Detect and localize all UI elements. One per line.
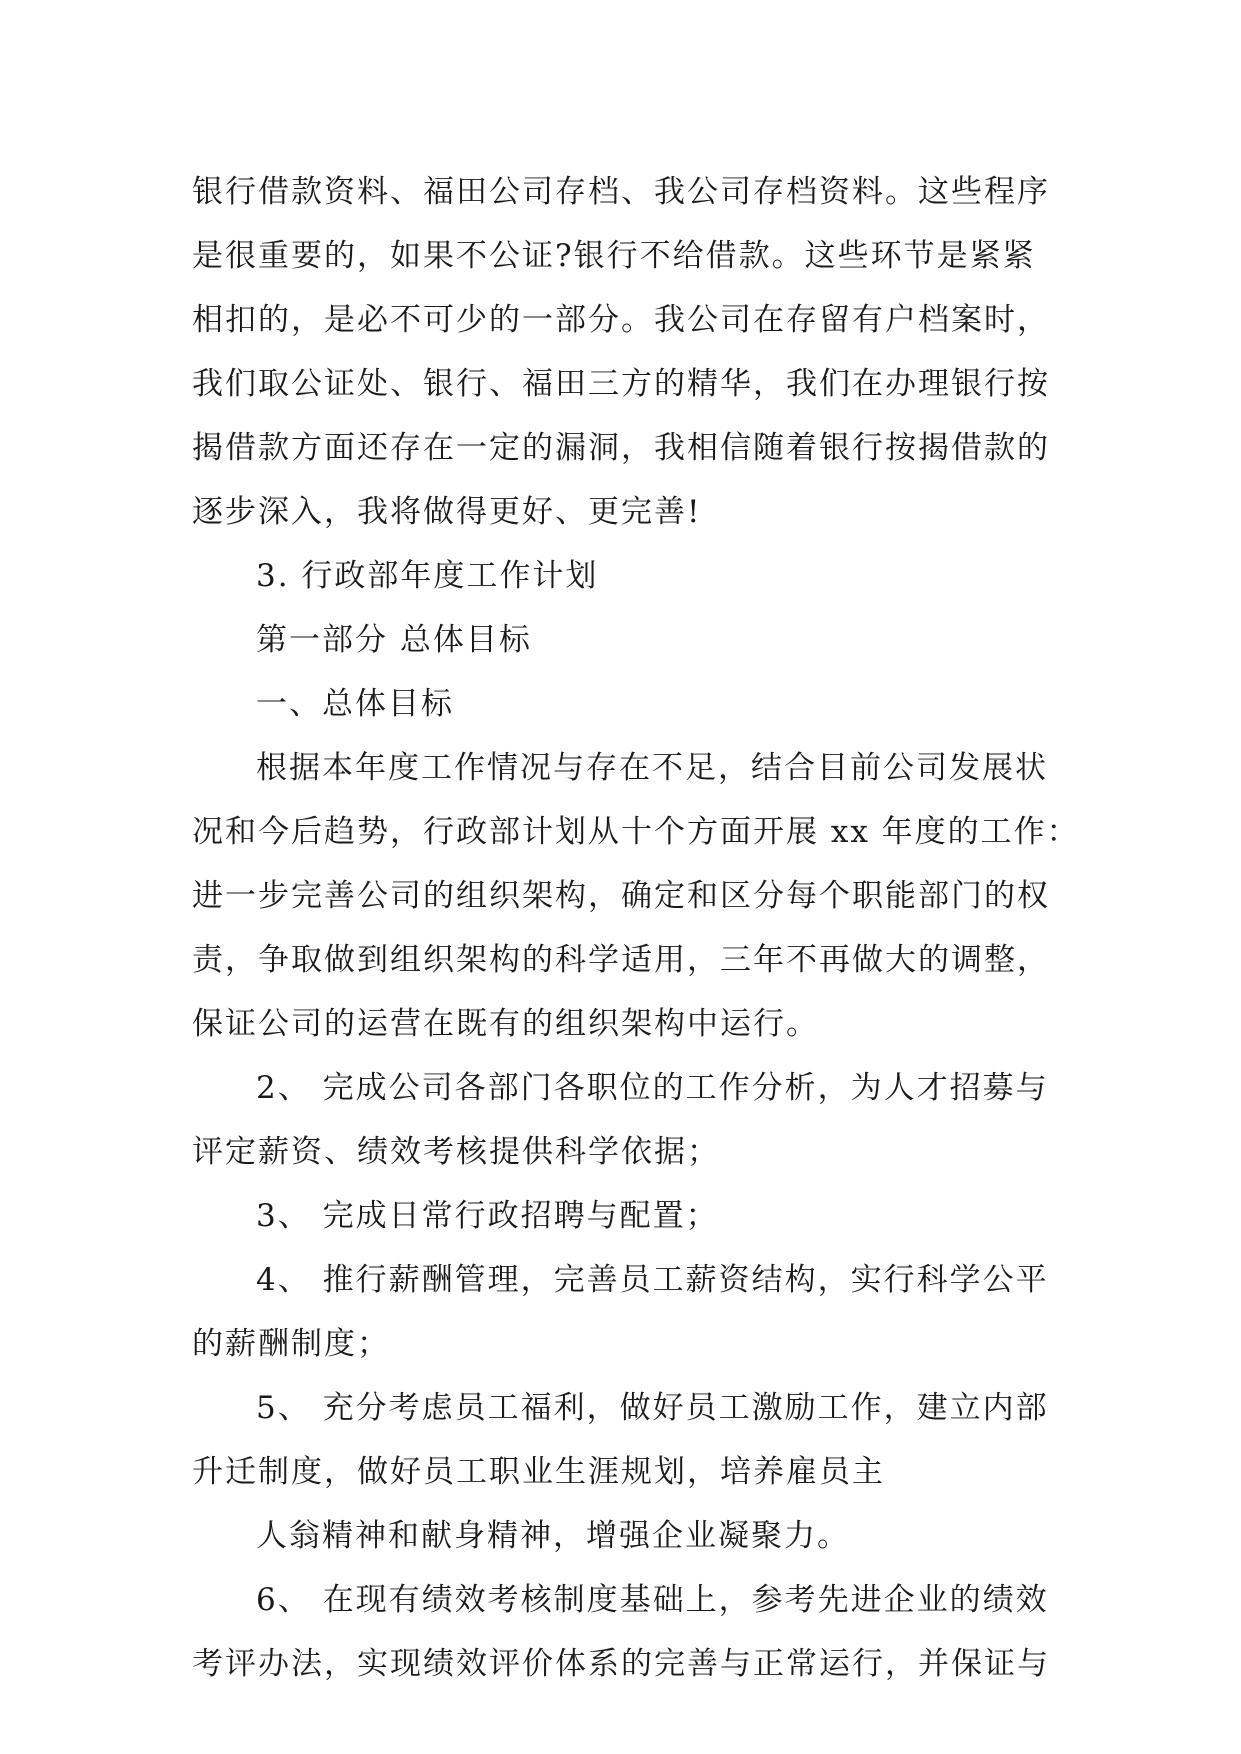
paragraph-line: 我们取公证处、银行、福田三方的精华，我们在办理银行按 xyxy=(192,366,1050,402)
paragraph-line: 逐步深入，我将做得更好、更完善! xyxy=(192,494,702,530)
list-item-4: 4、 推行薪酬管理，完善员工薪资结构，实行科学公平 xyxy=(256,1262,1049,1298)
paragraph-line: 保证公司的运营在既有的组织架构中运行。 xyxy=(192,1006,819,1042)
list-item-5: 5、 充分考虑员工福利，做好员工激励工作，建立内部 xyxy=(256,1390,1049,1426)
paragraph-line: 揭借款方面还存在一定的漏洞，我相信随着银行按揭借款的 xyxy=(192,430,1050,466)
paragraph-line: 考评办法，实现绩效评价体系的完善与正常运行，并保证与 xyxy=(192,1646,1050,1682)
paragraph-line: 是很重要的，如果不公证?银行不给借款。这些环节是紧紧 xyxy=(192,238,1036,274)
list-item-6: 6、 在现有绩效考核制度基础上，参考先进企业的绩效 xyxy=(256,1582,1049,1618)
paragraph-line: 进一步完善公司的组织架构，确定和区分每个职能部门的权 xyxy=(192,878,1050,914)
paragraph-line: 况和今后趋势，行政部计划从十个方面开展 xx 年度的工作： xyxy=(192,814,1080,850)
paragraph-line: 责，争取做到组织架构的科学适用，三年不再做大的调整， xyxy=(192,942,1050,978)
list-item-2: 2、 完成公司各部门各职位的工作分析，为人才招募与 xyxy=(256,1070,1049,1106)
paragraph-line: 升迁制度，做好员工职业生涯规划，培养雇员主 xyxy=(192,1454,885,1490)
section-heading: 3. 行政部年度工作计划 xyxy=(256,558,599,594)
paragraph-line: 银行借款资料、福田公司存档、我公司存档资料。这些程序 xyxy=(192,174,1050,210)
list-item-3: 3、 完成日常行政招聘与配置； xyxy=(256,1198,719,1234)
part-heading: 第一部分 总体目标 xyxy=(256,622,532,658)
paragraph-line: 的薪酬制度； xyxy=(192,1326,390,1362)
paragraph-line: 相扣的，是必不可少的一部分。我公司在存留有户档案时， xyxy=(192,302,1050,338)
paragraph-line: 根据本年度工作情况与存在不足，结合目前公司发展状 xyxy=(256,750,1048,786)
paragraph-line: 评定薪资、绩效考核提供科学依据； xyxy=(192,1134,720,1170)
subsection-heading: 一、总体目标 xyxy=(256,686,454,722)
document-body xyxy=(192,160,1080,1696)
paragraph-line: 人翁精神和献身精神，增强企业凝聚力。 xyxy=(256,1518,850,1554)
